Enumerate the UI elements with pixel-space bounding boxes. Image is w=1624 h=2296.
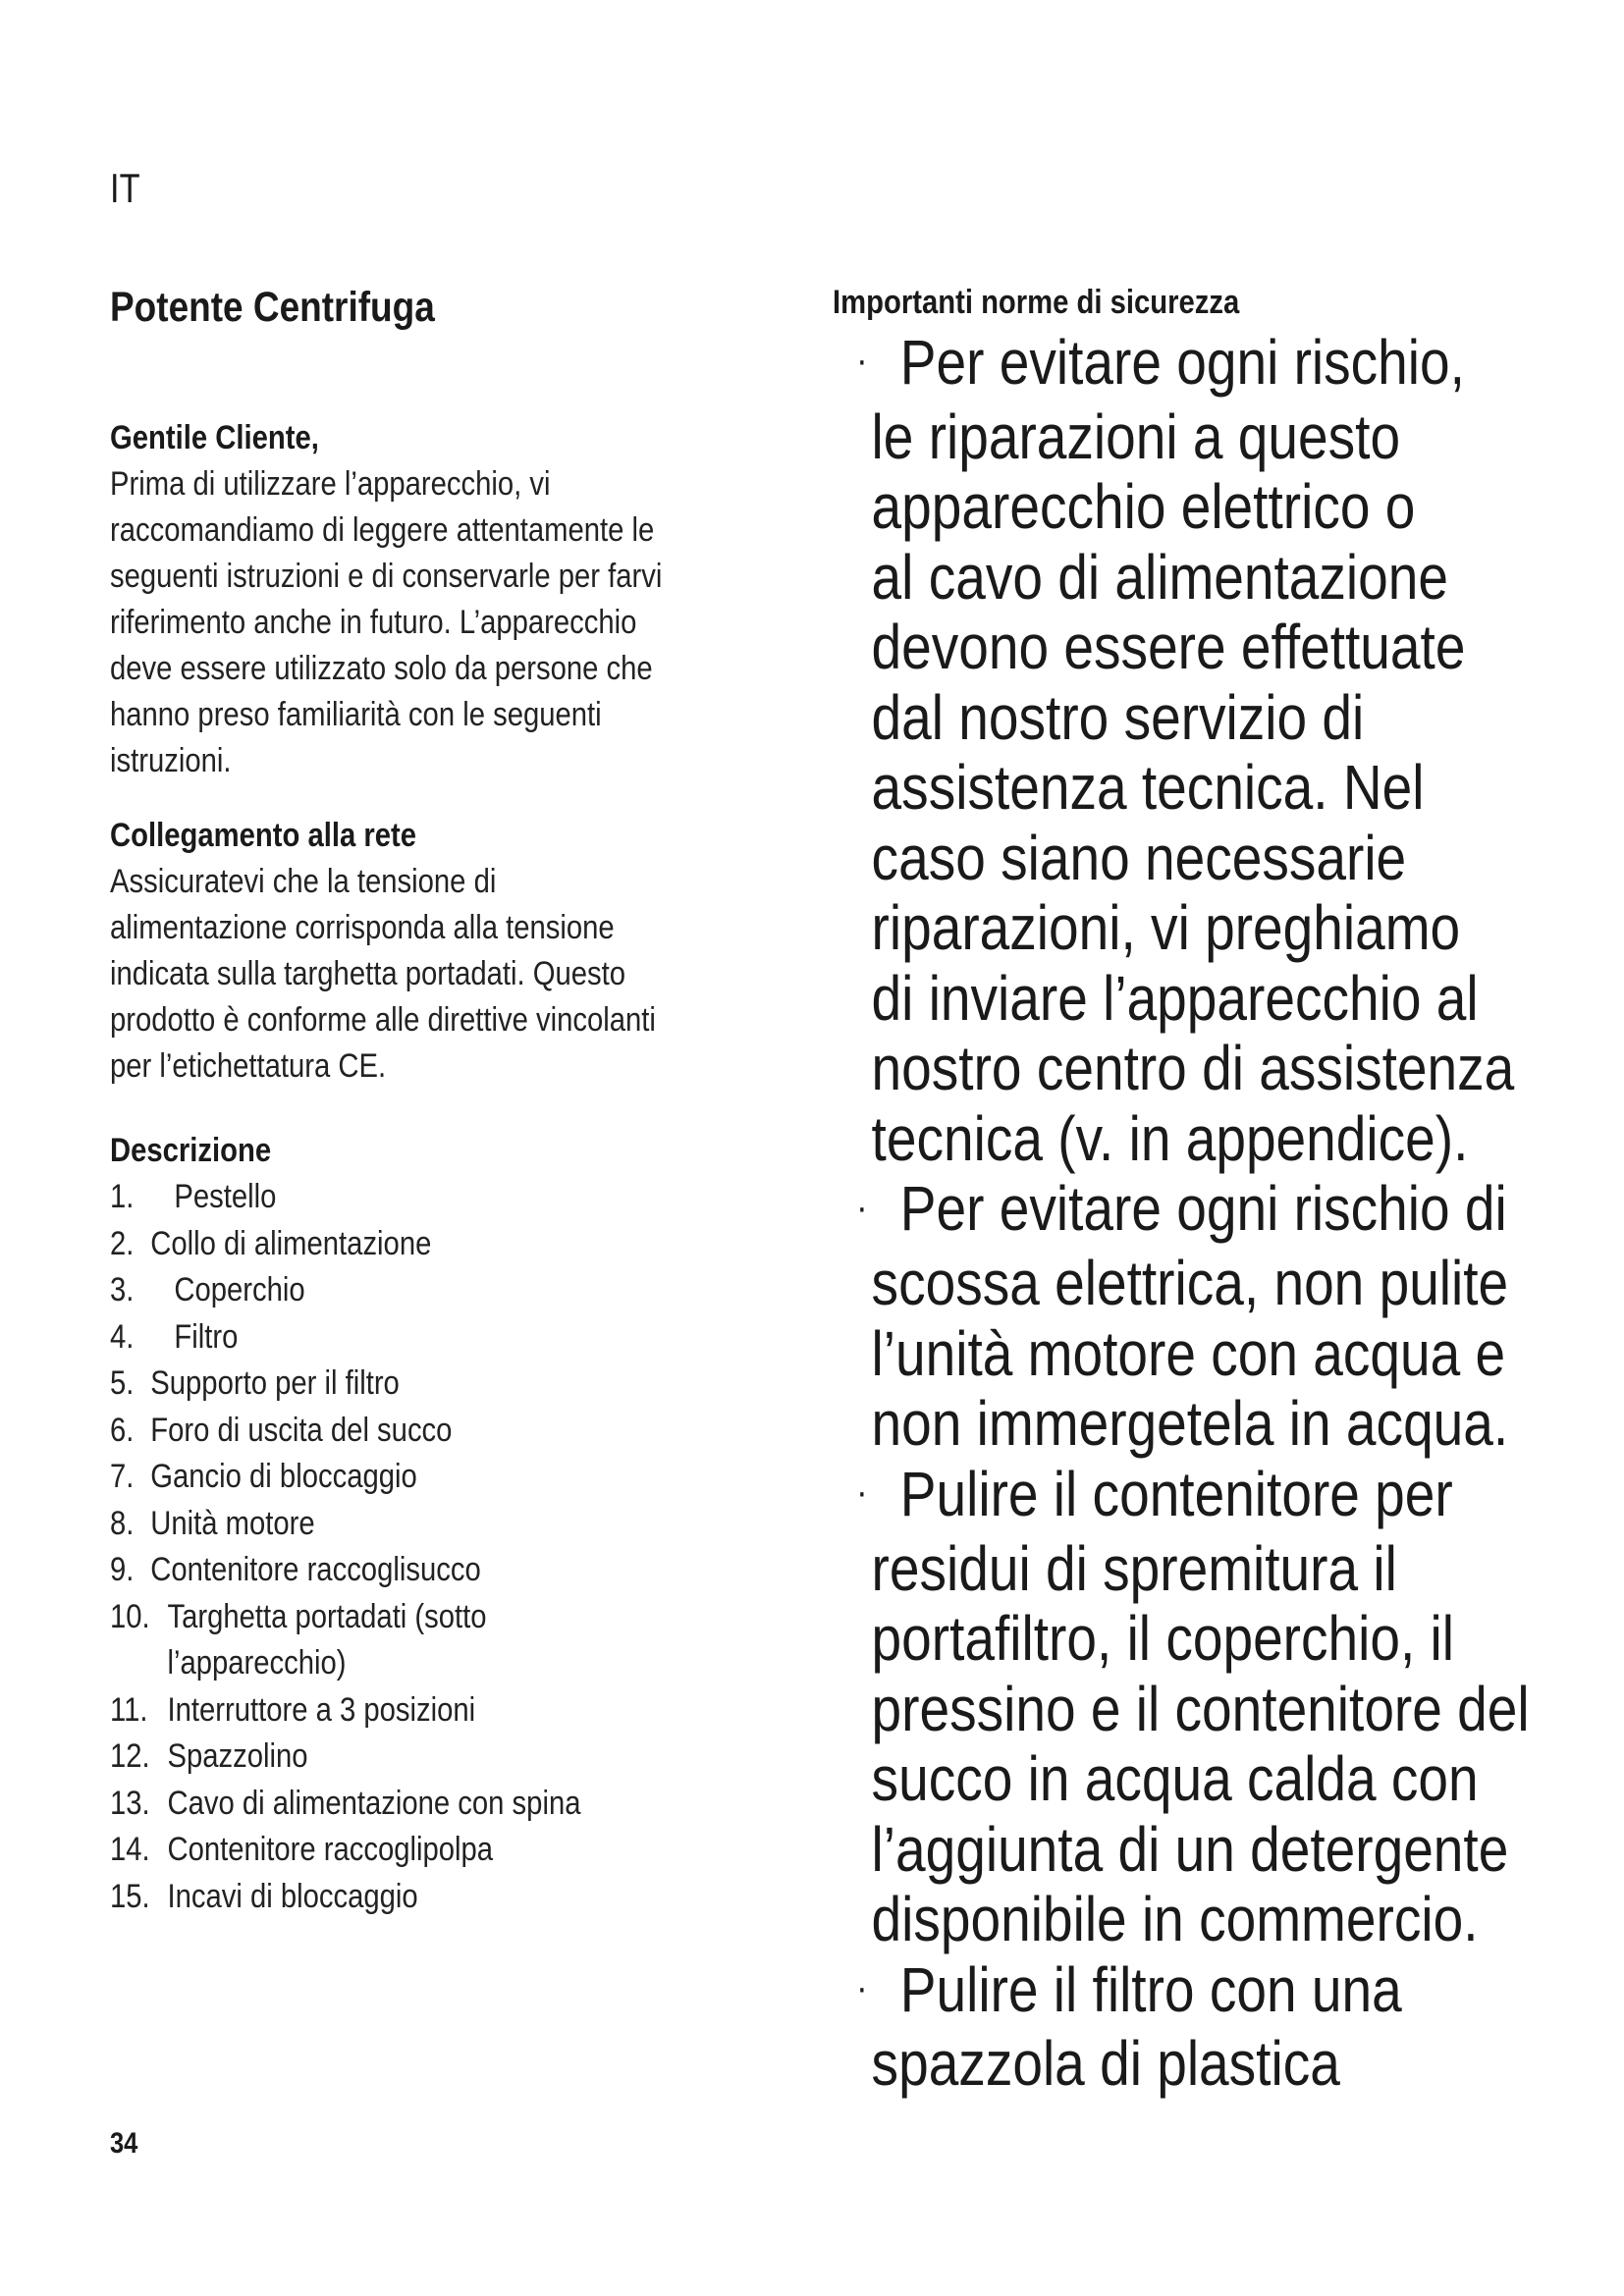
item-number: 14. (110, 1831, 150, 1868)
item-text: Contenitore raccoglipolpa (167, 1831, 494, 1868)
safety-bullet (833, 1955, 1440, 2100)
item-text: Filtro (174, 1317, 239, 1356)
bullet-line: disponibile in commercio. (871, 1884, 1479, 1955)
safety-heading: Importanti norme di sicurezza (833, 284, 1240, 321)
item-text: Collo di alimentazione (150, 1224, 432, 1262)
item-number: 13. (110, 1784, 150, 1822)
bullet-line: succo in acqua calda con (871, 1743, 1479, 1815)
connection-line: per l’etichettatura CE. (110, 1047, 387, 1085)
bullet-line: di inviare l’apparecchio al (871, 962, 1479, 1034)
bullet-line: Pulire il contenitore per (899, 1458, 1453, 1529)
item-number: 8. (110, 1504, 135, 1542)
item-text: Spazzolino (167, 1737, 308, 1775)
item-number: 3. (110, 1271, 135, 1308)
description-heading: Descrizione (110, 1132, 272, 1169)
list-item (110, 1174, 692, 1221)
item-number: 9. (110, 1551, 135, 1588)
greeting-section (110, 414, 692, 784)
item-number: 7. (110, 1458, 135, 1495)
list-item (110, 1594, 692, 1641)
item-text-cont: l’apparecchio) (167, 1644, 347, 1682)
bullet-line: riparazioni, vi preghiamo (871, 892, 1461, 964)
connection-line: alimentazione corrisponda alla tensione (110, 909, 615, 946)
page-title: Potente Centrifuga (110, 284, 435, 331)
bullet-line: nostro centro di assistenza (871, 1033, 1515, 1104)
bullet-line: portafiltro, il coperchio, il (871, 1603, 1455, 1675)
bullet-line: tecnica (v. in appendice). (871, 1102, 1469, 1174)
item-number: 10. (110, 1597, 150, 1635)
connection-line: indicata sulla targhetta portadati. Questo (110, 955, 626, 992)
language-tag: IT (110, 165, 140, 211)
list-item (110, 1734, 692, 1781)
right-column (833, 279, 1540, 2100)
bullet-dot-icon: · (856, 1185, 868, 1229)
item-text: Cavo di alimentazione con spina (167, 1784, 581, 1822)
item-text: Interruttore a 3 posizioni (167, 1690, 476, 1729)
item-text: Coperchio (174, 1271, 305, 1308)
bullet-line: non immergetela in acqua. (871, 1388, 1509, 1460)
list-item (110, 1547, 692, 1594)
item-text: Pestello (174, 1178, 277, 1215)
greeting-line: hanno preso familiarità con le seguenti (110, 696, 602, 733)
bullet-line: Per evitare ogni rischio di (899, 1173, 1507, 1245)
bullet-line: Per evitare ogni rischio, (899, 327, 1465, 398)
item-number: 1. (110, 1178, 135, 1215)
bullet-line: residui di spremitura il (871, 1532, 1397, 1604)
bullet-line: spazzola di plastica (871, 2028, 1340, 2100)
bullet-dot-icon: · (856, 339, 868, 383)
bullet-line: Pulire il filtro con una (899, 1953, 1402, 2025)
parts-list (110, 1174, 692, 1920)
safety-bullet (833, 327, 1515, 1174)
list-item (110, 1501, 692, 1548)
bullet-line: al cavo di alimentazione (871, 541, 1448, 613)
description-section (110, 1127, 692, 1920)
list-item (110, 1408, 692, 1455)
item-number: 2. (110, 1224, 135, 1262)
connection-line: Assicuratevi che la tensione di (110, 863, 497, 900)
bullet-line: dal nostro servizio di (871, 681, 1365, 753)
page-number: 34 (110, 2127, 138, 2160)
item-text: Targhetta portadati (sotto (167, 1597, 487, 1635)
item-text: Incavi di bloccaggio (167, 1877, 418, 1915)
bullet-line: pressino e il contenitore del (871, 1673, 1530, 1744)
item-number: 4. (110, 1317, 135, 1356)
greeting-line: Prima di utilizzare l’apparecchio, vi (110, 465, 551, 503)
bullet-dot-icon: · (856, 1470, 868, 1515)
item-number: 11. (110, 1690, 148, 1729)
connection-heading: Collegamento alla rete (110, 817, 416, 854)
bullet-line: scossa elettrica, non pulite (871, 1248, 1509, 1319)
bullet-dot-icon: · (856, 1965, 868, 2009)
item-text: Supporto per il filtro (150, 1364, 400, 1402)
list-item (110, 1781, 692, 1828)
greeting-line: seguenti istruzioni e di conservarle per farvi (110, 558, 663, 595)
greeting-heading: Gentile Cliente, (110, 419, 319, 456)
bullet-line: apparecchio elettrico o (871, 471, 1416, 543)
item-number: 5. (110, 1364, 135, 1402)
item-text: Contenitore raccoglisucco (150, 1551, 481, 1588)
safety-bullet (833, 1173, 1509, 1460)
item-number: 15. (110, 1877, 150, 1915)
greeting-line: istruzioni. (110, 742, 232, 779)
bullet-line: devono essere effettuate (871, 612, 1466, 683)
list-item-continuation (110, 1640, 692, 1687)
bullet-line: le riparazioni a questo (871, 400, 1401, 472)
bullet-line: assistenza tecnica. Nel (871, 752, 1425, 824)
item-text: Gancio di bloccaggio (150, 1458, 417, 1495)
item-number: 6. (110, 1411, 135, 1449)
left-column (110, 279, 787, 1920)
bullet-line: caso siano necessarie (871, 822, 1407, 893)
greeting-line: raccomandiamo di leggere attentamente le (110, 511, 655, 549)
connection-section (110, 812, 692, 1090)
safety-bullet (833, 1458, 1530, 1955)
list-item (110, 1874, 692, 1921)
list-item (110, 1314, 692, 1362)
greeting-line: riferimento anche in futuro. L’apparecchio (110, 604, 637, 641)
list-item (110, 1361, 692, 1408)
bullet-line: l’aggiunta di un detergente (871, 1813, 1509, 1885)
bullet-line: l’unità motore con acqua e (871, 1317, 1506, 1389)
item-text: Unità motore (150, 1504, 315, 1542)
list-item (110, 1687, 692, 1735)
item-text: Foro di uscita del succo (150, 1411, 453, 1449)
list-item (110, 1827, 692, 1874)
greeting-line: deve essere utilizzato solo da persone che (110, 650, 653, 687)
list-item (110, 1221, 692, 1268)
connection-line: prodotto è conforme alle direttive vincolanti (110, 1001, 656, 1039)
item-number: 12. (110, 1737, 150, 1775)
list-item (110, 1454, 692, 1501)
list-item (110, 1267, 692, 1314)
